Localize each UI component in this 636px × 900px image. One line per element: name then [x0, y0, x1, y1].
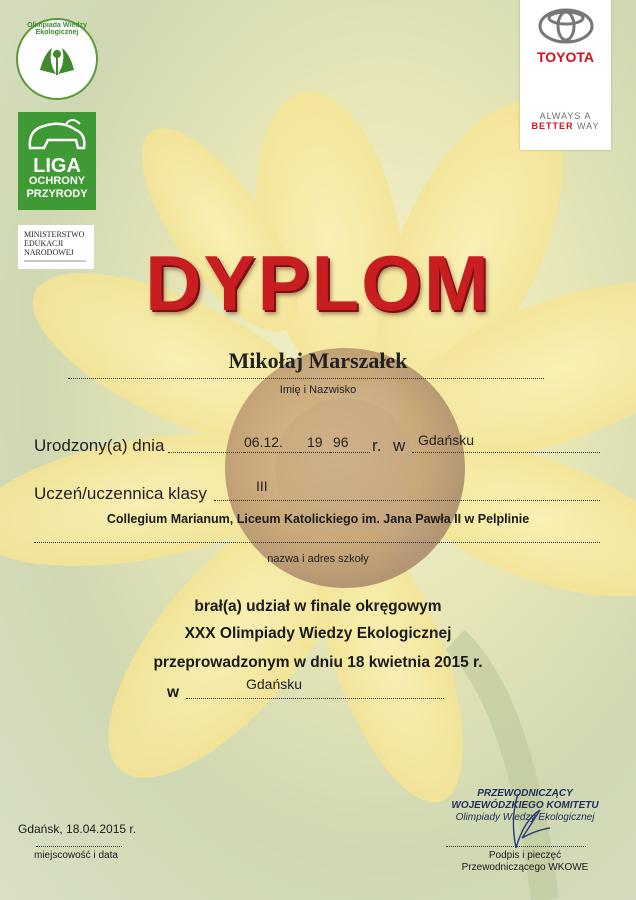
body-place-label: w — [167, 684, 180, 701]
birth-place-label: w — [393, 436, 406, 455]
toyota-slogan-rest: WAY — [577, 121, 600, 131]
date-dots — [36, 846, 122, 847]
birth-year: 96 — [333, 434, 349, 450]
toyota-slogan-1: ALWAYS A — [539, 111, 592, 121]
school-name: Collegium Marianum, Liceum Katolickiego im. Jana Pawła II w Pelplinie — [106, 512, 530, 526]
signature-dots — [446, 846, 586, 847]
birth-dots-2 — [244, 452, 304, 453]
body-place: Gdańsku — [246, 676, 303, 692]
toyota-slogan-bold: BETTER — [531, 121, 574, 131]
place-date-caption: miejscowość i data — [34, 850, 118, 861]
liga-line-2: OCHRONY — [28, 175, 86, 187]
place-and-date: Gdańsk, 18.04.2015 r. — [18, 822, 137, 836]
toyota-emblem-icon — [538, 8, 594, 44]
toyota-slogan-2 — [520, 121, 611, 131]
birth-dots-3 — [300, 452, 332, 453]
birth-year-suffix: r. — [372, 436, 382, 455]
body-place-dots — [186, 698, 444, 699]
class-label: Uczeń/uczennica klasy — [34, 484, 207, 503]
birth-dots-4 — [330, 452, 370, 453]
chair-line-3: Olimpiady Wiedzy Ekologicznej — [455, 812, 595, 823]
class-value: III — [256, 478, 268, 494]
olympiad-logo — [16, 18, 98, 100]
birth-day-month: 06.12. — [244, 434, 283, 450]
liga-ochrony-przyrody-logo — [18, 112, 96, 210]
school-dots — [34, 542, 600, 543]
olympiad-logo-text: Olimpiada Wiedzy Ekologicznej — [27, 22, 87, 36]
chair-line-1: PRZEWODNICZĄCY — [477, 788, 573, 799]
body-line-3: przeprowadzonym w dniu 18 kwietnia 2015 r. — [153, 654, 483, 671]
liga-line-1: LIGA — [33, 155, 81, 177]
birth-dots-1 — [168, 452, 244, 453]
signature-caption-1: Podpis i pieczęć — [488, 850, 562, 861]
chair-line-2: WOJEWÓDZKIEGO KOMITETU — [451, 800, 599, 811]
handwritten-signature — [480, 790, 560, 852]
name-dotted-line — [68, 378, 544, 379]
diploma-title: DYPLOM — [145, 239, 491, 327]
toyota-logo — [520, 0, 611, 150]
birth-place-dots — [412, 452, 600, 453]
signature-caption-2: Przewodniczącego WKOWE — [461, 862, 589, 873]
bison-icon — [22, 118, 92, 152]
birth-place: Gdańsku — [418, 432, 475, 448]
class-dots — [214, 500, 600, 501]
liga-line-3: PRZYRODY — [26, 188, 88, 200]
name-caption: Imię i Nazwisko — [279, 384, 357, 396]
ministry-line-3: NARODOWEJ — [24, 248, 74, 257]
ministry-line-2: EDUKACJI — [24, 239, 64, 248]
body-line-1: brał(a) udział w finale okręgowym — [194, 598, 442, 615]
birth-century: 19 — [307, 434, 323, 450]
recipient-name: Mikołaj Marszałek — [228, 348, 408, 373]
school-caption: nazwa i adres szkoły — [267, 553, 369, 565]
toyota-brand: TOYOTA — [536, 49, 595, 65]
ministry-line-1: MINISTERSTWO — [24, 230, 85, 239]
birth-label: Urodzony(a) dnia — [34, 436, 165, 455]
body-line-2: XXX Olimpiady Wiedzy Ekologicznej — [184, 625, 452, 642]
